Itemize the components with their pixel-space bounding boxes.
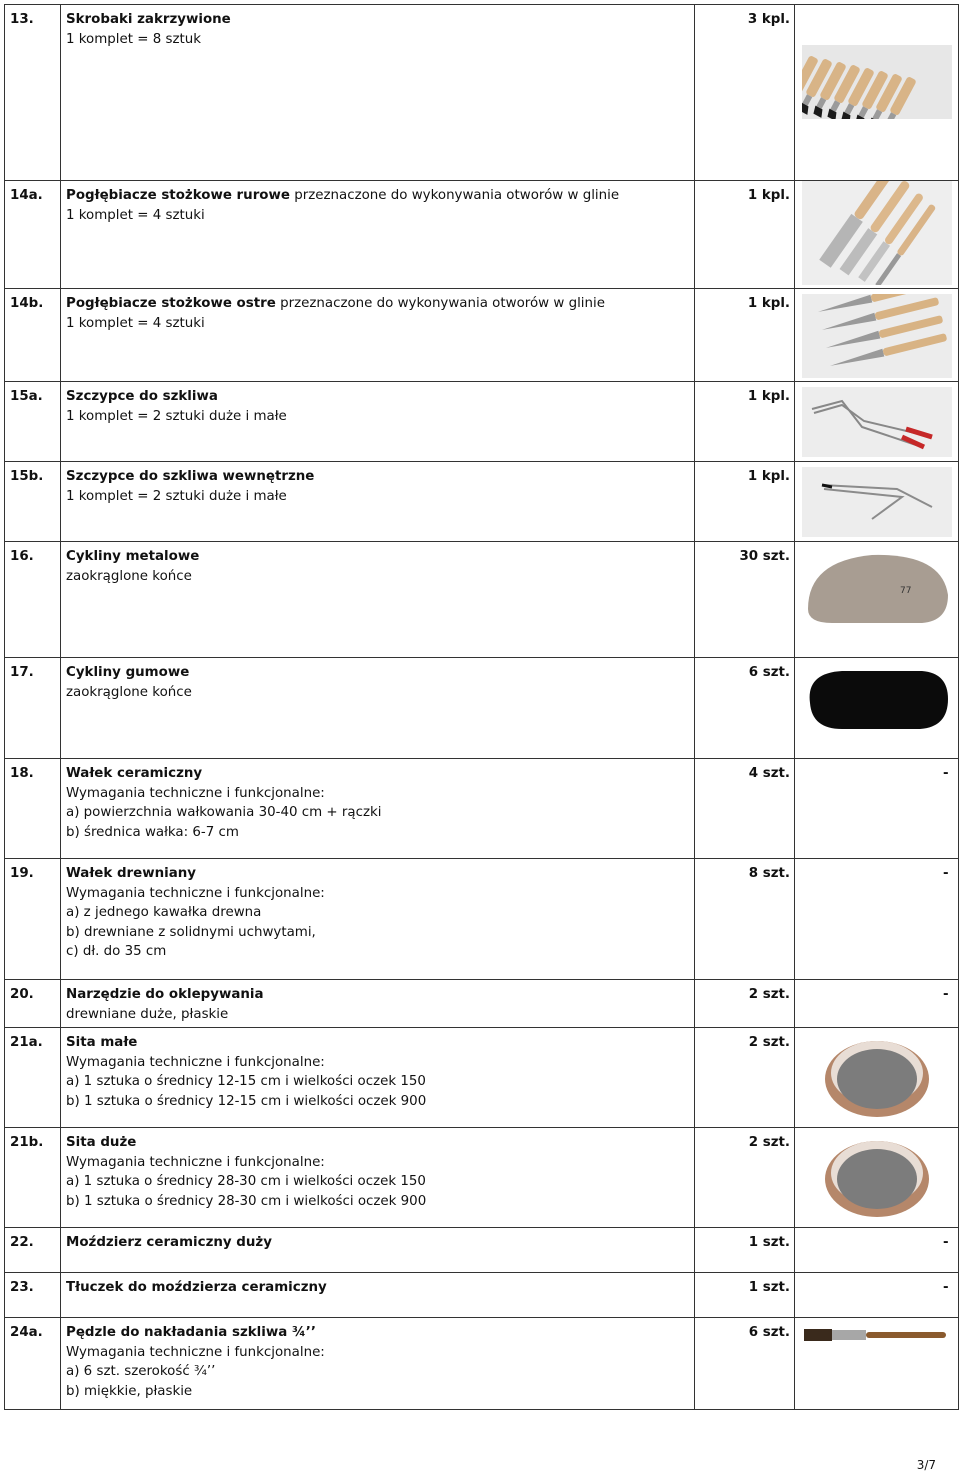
table-row xyxy=(5,658,959,759)
item-detail-line: a) 1 sztuka o średnicy 28-30 cm i wielkości oczek 150 xyxy=(66,1174,426,1190)
item-detail-line: a) 1 sztuka o średnicy 12-15 cm i wielkości oczek 150 xyxy=(66,1074,426,1090)
item-name: Moździerz ceramiczny duży xyxy=(66,1235,272,1251)
item-detail-line: b) 1 sztuka o średnicy 12-15 cm i wielkości oczek 900 xyxy=(66,1093,427,1109)
item-number: 20. xyxy=(5,980,61,1028)
rubber-rib-photo xyxy=(800,663,954,735)
item-name: Sita duże xyxy=(66,1135,137,1151)
item-image-cell xyxy=(795,5,959,181)
table-row xyxy=(5,1128,959,1228)
item-name: Szczypce do szkliwa wewnętrzne xyxy=(66,469,315,484)
item-detail-line: 1 komplet = 4 sztuki xyxy=(66,207,205,223)
item-detail-line: 1 komplet = 4 sztuki xyxy=(66,315,205,331)
item-detail-line: a) powierzchnia wałkowania 30-40 cm + rączki xyxy=(66,805,382,821)
item-number: 24a. xyxy=(5,1318,61,1410)
scrapers-photo xyxy=(800,45,954,119)
metal-rib-photo xyxy=(800,547,954,627)
inner-tongs-photo xyxy=(800,467,954,537)
table-row xyxy=(5,1273,959,1318)
item-name: Cykliny gumowe xyxy=(66,665,190,680)
item-description xyxy=(61,382,695,462)
glaze-tongs-photo xyxy=(800,387,954,457)
tube-reamers-photo xyxy=(800,181,954,285)
table-row xyxy=(5,382,959,462)
item-quantity: 1 kpl. xyxy=(695,289,795,382)
item-name: Sita małe xyxy=(66,1035,138,1051)
item-name-tail: przeznaczone do wykonywania otworów w glinie xyxy=(275,296,605,311)
item-description xyxy=(61,1318,695,1410)
item-image-cell xyxy=(795,289,959,382)
item-detail-line: a) z jednego kawałka drewna xyxy=(66,905,262,921)
no-image-dash: - xyxy=(943,1280,949,1296)
item-description xyxy=(61,462,695,542)
item-detail-line: b) średnica wałka: 6-7 cm xyxy=(66,824,239,840)
item-detail-line: b) drewniane z solidnymi uchwytami, xyxy=(66,924,316,940)
item-detail-line: a) 6 szt. szerokość ¾’’ xyxy=(66,1364,216,1380)
item-name: Wałek drewniany xyxy=(66,866,197,881)
item-detail-line: 1 komplet = 2 sztuki duże i małe xyxy=(66,488,287,504)
item-quantity: 1 kpl. xyxy=(695,382,795,462)
item-name: Narzędzie do oklepywania xyxy=(66,987,264,1002)
no-image-dash: - xyxy=(943,1235,949,1251)
item-name: Wałek ceramiczny xyxy=(66,766,203,781)
item-quantity: 2 szt. xyxy=(695,1028,795,1128)
item-quantity: 8 szt. xyxy=(695,859,795,980)
item-detail-line: zaokrąglone końce xyxy=(66,684,192,700)
item-image-cell xyxy=(795,1318,959,1410)
item-quantity: 1 szt. xyxy=(695,1273,795,1318)
item-image-cell xyxy=(795,462,959,542)
item-quantity: 3 kpl. xyxy=(695,5,795,181)
item-description xyxy=(61,980,695,1028)
brush-photo xyxy=(800,1323,954,1347)
item-name: Cykliny metalowe xyxy=(66,549,200,564)
item-number: 15b. xyxy=(5,462,61,542)
sieve-photo xyxy=(800,1033,954,1119)
item-quantity: 1 szt. xyxy=(695,1228,795,1273)
item-description xyxy=(61,1228,695,1273)
item-quantity: 30 szt. xyxy=(695,542,795,658)
item-image-cell xyxy=(795,542,959,658)
item-quantity: 6 szt. xyxy=(695,1318,795,1410)
table-row xyxy=(5,289,959,382)
item-detail-line: b) 1 sztuka o średnicy 28-30 cm i wielkości oczek 900 xyxy=(66,1193,427,1209)
sharp-reamers-photo xyxy=(800,294,954,378)
item-detail-line: Wymagania techniczne i funkcjonalne: xyxy=(66,1344,325,1360)
item-detail-line: Wymagania techniczne i funkcjonalne: xyxy=(66,885,325,901)
item-description xyxy=(61,5,695,181)
item-description xyxy=(61,1128,695,1228)
item-image-cell xyxy=(795,181,959,289)
item-number: 23. xyxy=(5,1273,61,1318)
item-name: Szczypce do szkliwa xyxy=(66,389,218,404)
item-number: 21a. xyxy=(5,1028,61,1128)
item-detail-line: b) miękkie, płaskie xyxy=(66,1383,193,1399)
equipment-table xyxy=(4,4,959,1410)
item-detail-line: Wymagania techniczne i funkcjonalne: xyxy=(66,785,325,801)
item-detail-line: drewniane duże, płaskie xyxy=(66,1006,229,1022)
item-detail-line: Wymagania techniczne i funkcjonalne: xyxy=(66,1154,325,1170)
sieve-photo xyxy=(800,1133,954,1219)
item-name: Pogłębiacze stożkowe rurowe przeznaczone do wykonywania otworów w glinie xyxy=(66,188,620,203)
table-row xyxy=(5,542,959,658)
page-number: 3/7 xyxy=(916,1458,936,1472)
item-description xyxy=(61,181,695,289)
item-number: 14a. xyxy=(5,181,61,289)
item-description xyxy=(61,658,695,759)
item-detail-line: zaokrąglone końce xyxy=(66,568,192,584)
item-name: Pogłębiacze stożkowe ostre przeznaczone do wykonywania otworów w glinie xyxy=(66,296,605,311)
item-number: 16. xyxy=(5,542,61,658)
item-name-tail: przeznaczone do wykonywania otworów w glinie xyxy=(289,188,620,203)
item-description xyxy=(61,759,695,859)
table-row xyxy=(5,1028,959,1128)
item-image-cell xyxy=(795,980,959,1028)
item-quantity: 4 szt. xyxy=(695,759,795,859)
item-image-cell xyxy=(795,1028,959,1128)
item-description xyxy=(61,859,695,980)
table-row xyxy=(5,462,959,542)
item-number: 14b. xyxy=(5,289,61,382)
table-row xyxy=(5,759,959,859)
table-row xyxy=(5,5,959,181)
table-row xyxy=(5,980,959,1028)
table-row xyxy=(5,1228,959,1273)
item-number: 17. xyxy=(5,658,61,759)
item-quantity: 2 szt. xyxy=(695,980,795,1028)
item-name: Skrobaki zakrzywione xyxy=(66,12,231,27)
item-image-cell xyxy=(795,1128,959,1228)
item-number: 19. xyxy=(5,859,61,980)
item-number: 13. xyxy=(5,5,61,181)
item-detail-line: 1 komplet = 2 sztuki duże i małe xyxy=(66,408,287,424)
item-image-cell xyxy=(795,1273,959,1318)
item-description xyxy=(61,1028,695,1128)
item-name: Pędzle do nakładania szkliwa ¾’’ xyxy=(66,1325,316,1341)
no-image-dash: - xyxy=(943,987,949,1002)
no-image-dash: - xyxy=(943,766,949,781)
item-detail-line: c) dł. do 35 cm xyxy=(66,944,167,960)
item-description xyxy=(61,1273,695,1318)
item-detail-line: 1 komplet = 8 sztuk xyxy=(66,31,202,47)
item-quantity: 1 kpl. xyxy=(695,462,795,542)
item-number: 21b. xyxy=(5,1128,61,1228)
svg-text:77: 77 xyxy=(900,586,912,596)
item-image-cell xyxy=(795,1228,959,1273)
item-number: 18. xyxy=(5,759,61,859)
item-image-cell xyxy=(795,759,959,859)
item-name: Tłuczek do moździerza ceramiczny xyxy=(66,1280,327,1296)
item-detail-line: Wymagania techniczne i funkcjonalne: xyxy=(66,1054,325,1070)
table-row xyxy=(5,181,959,289)
no-image-dash: - xyxy=(943,866,949,881)
item-description xyxy=(61,542,695,658)
item-quantity: 1 kpl. xyxy=(695,181,795,289)
item-image-cell xyxy=(795,859,959,980)
item-description xyxy=(61,289,695,382)
table-row xyxy=(5,859,959,980)
item-quantity: 2 szt. xyxy=(695,1128,795,1228)
table-row xyxy=(5,1318,959,1410)
item-number: 22. xyxy=(5,1228,61,1273)
item-image-cell xyxy=(795,382,959,462)
item-quantity: 6 szt. xyxy=(695,658,795,759)
item-number: 15a. xyxy=(5,382,61,462)
item-image-cell xyxy=(795,658,959,759)
